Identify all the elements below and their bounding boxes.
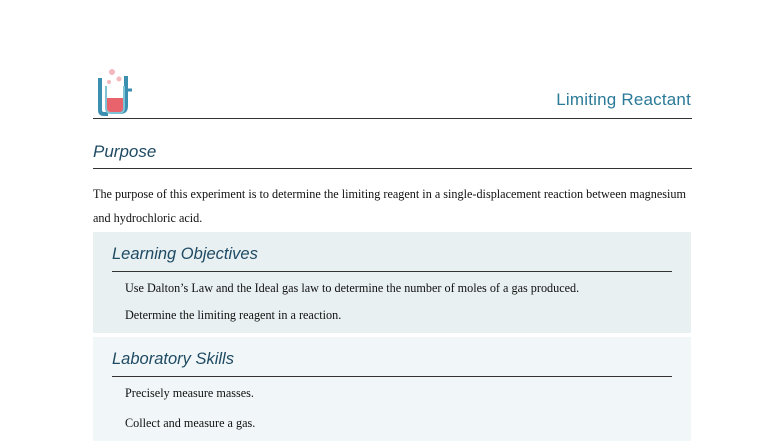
learning-objectives-box: [93, 232, 691, 333]
laboratory-skill-item: Collect and measure a gas.: [125, 416, 256, 430]
laboratory-skill-item: Precisely measure masses.: [125, 386, 254, 400]
header-divider: [93, 118, 692, 119]
laboratory-skills-divider: [112, 376, 672, 377]
lab-logo-icon: [96, 66, 138, 118]
learning-objective-item: Determine the limiting reagent in a reaction.: [125, 308, 342, 322]
laboratory-skills-box: [93, 337, 691, 441]
purpose-heading: Purpose: [93, 142, 157, 161]
learning-objective-item: Use Dalton’s Law and the Ideal gas law to determine the number of moles of a gas produced.: [125, 281, 580, 295]
laboratory-skills-heading: Laboratory Skills: [112, 350, 234, 368]
learning-objectives-divider: [112, 271, 672, 272]
purpose-text: The purpose of this experiment is to determine the limiting reagent in a single-displacement reaction between magnesium and hydrochloric acid.: [93, 187, 686, 225]
purpose-divider: [93, 168, 692, 169]
learning-objectives-heading: Learning Objectives: [112, 245, 258, 263]
header-title: Limiting Reactant: [556, 90, 691, 109]
